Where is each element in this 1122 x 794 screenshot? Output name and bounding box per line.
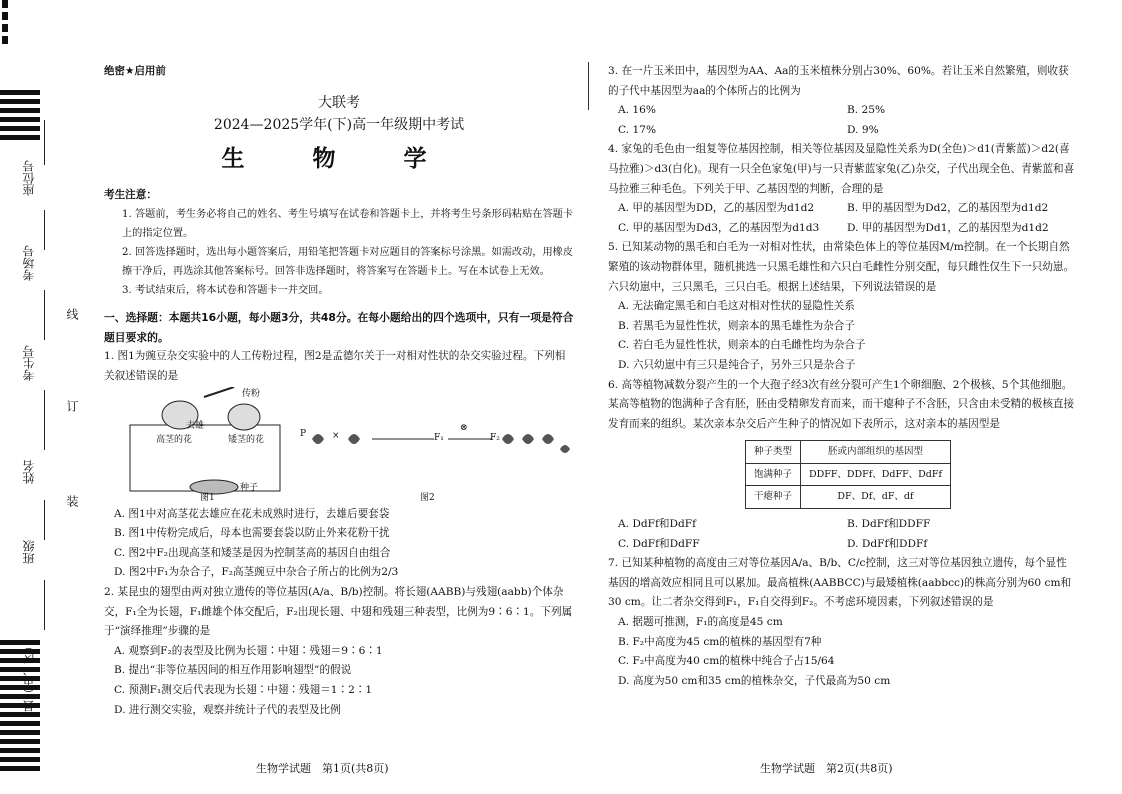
label-short-flower: 矮茎的花: [228, 434, 265, 445]
label-cross: ×: [332, 430, 340, 441]
plant-p1: [312, 434, 324, 444]
q1-option-d[interactable]: D. 图2中F₁为杂合子，F₂高茎豌豆中杂合子所占的比例为2/3: [114, 566, 399, 579]
table-cell: 饱满种子: [746, 463, 801, 486]
county-label: 县（市、区）: [22, 640, 36, 712]
q4-option-b[interactable]: B. 甲的基因型为Dd2，乙的基因型为d1d2: [847, 202, 1049, 215]
table-row: [746, 463, 951, 486]
q5-option-b[interactable]: B. 若黑毛为显性性状，则亲本的黑毛雄性为杂合子: [618, 319, 855, 332]
q1-option-a[interactable]: A. 图1中对高茎花去雄应在花未成熟时进行，去雄后要套袋: [114, 507, 390, 520]
question-2-stem: 2. 某昆虫的翅型由两对独立遗传的等位基因(A/a、B/b)控制。将长翅(AABB)与残翅(aabb)个体杂交，F₁全为长翅，F₁雌雄个体交配后，F₂出现长翅、中翅和残翅三种表型，比例为9∶6∶1。下列属于“演绎推理”步骤的是: [104, 585, 573, 638]
q6-option-a[interactable]: A. DdFf和DdFf: [618, 518, 697, 531]
section-heading: 一、选择题：本题共16小题，每小题3分，共48分。在每小题给出的四个选项中，只有一项是符合题目要求的。: [104, 311, 574, 344]
notice-heading: 考生注意：: [104, 188, 157, 201]
q2-option-d[interactable]: D. 进行测交实验，观察并统计子代的表型及比例: [114, 703, 341, 716]
q4-option-d[interactable]: D. 甲的基因型为Dd1，乙的基因型为d1d2: [847, 221, 1049, 234]
q4-option-a[interactable]: A. 甲的基因型为DD，乙的基因型为d1d2: [618, 202, 815, 215]
q6-options-row2: [608, 535, 1076, 555]
table-cell: 干瘪种子: [746, 486, 801, 509]
page-divider-mark: [588, 62, 589, 110]
q3-options-row1: [608, 101, 1076, 121]
q7-option-c[interactable]: C. F₂中高度为40 cm的植株中纯合子占15/64: [618, 655, 835, 668]
q7-option-b[interactable]: B. F₂中高度为45 cm的植株的基因型有7种: [618, 635, 822, 648]
q6-option-d[interactable]: D. DdFf和DDFf: [847, 537, 928, 550]
q5-option-a[interactable]: A. 无法确定黑毛和白毛这对相对性状的显隐性关系: [618, 300, 855, 313]
fill-line: [44, 390, 45, 450]
notice-item: 1. 答题前，考生务必将自己的姓名、考生号填写在试卷和答题卡上，并将考生号条形码粘贴在答题卡上的指定位置。: [122, 209, 574, 240]
plant-f2-4: [560, 445, 570, 453]
fill-line: [44, 500, 45, 540]
question-7-stem: 7. 已知某种植物的高度由三对等位基因A/a、B/b、C/c控制，这三对等位基因独立遗传，每个显性基因的增高效应相同且可以累加。最高植株(AABBCC)与最矮植株(aabbcc)的株高分别为60 cm和30 cm。让二者杂交得到F₁，F₁自交得到F₂。不考虑环境因素，下列叙述错误的是: [608, 557, 1072, 609]
barcode-bars-upper: [0, 90, 40, 144]
label-fig1: 图1: [200, 492, 215, 503]
exam-room-label: 考场号: [22, 245, 36, 281]
label-castrate: 去雄: [186, 420, 205, 431]
q1-option-b[interactable]: B. 图1中传粉完成后，母本也需要套袋以防止外来花粉干扰: [114, 527, 390, 540]
label-p: P: [300, 428, 307, 439]
fill-line: [44, 580, 45, 630]
label-f2: F₂: [490, 432, 500, 443]
table-header-row: [746, 441, 951, 464]
student-number-label: 考生号: [22, 345, 36, 381]
question-5-stem: 5. 已知某动物的黑毛和白毛为一对相对性状，由常染色体上的等位基因M/m控制。在一个长期自然繁殖的该动物群体里，随机挑选一只黑毛雄性和六只白毛雌性分别交配，每只雌性仅生下一只幼崽。六只幼崽中，三只黑毛，三只白毛。根据上述结果，下列说法错误的是: [608, 241, 1075, 293]
q1-option-c[interactable]: C. 图2中F₂出现高茎和矮茎是因为控制茎高的基因自由组合: [114, 546, 391, 559]
q5-option-c[interactable]: C. 若白毛为显性性状，则亲本的白毛雌性均为杂合子: [618, 339, 866, 352]
left-footer: 生物学试题 第1页(共8页): [256, 762, 389, 775]
question-4-stem: 4. 家兔的毛色由一组复等位基因控制，相关等位基因及显隐性关系为D(全色)＞d1(青紫蓝)＞d2(喜马拉雅)＞d3(白化)。现有一只全色家兔(甲)与一只青紫蓝家兔(乙)杂交，子代出现全色、青紫蓝和喜马拉雅三种毛色。下列关于甲、乙基因型的判断，合理的是: [608, 143, 1075, 195]
question-1-figures: [104, 387, 574, 505]
plant-f2-3: [542, 434, 554, 444]
q7-option-a[interactable]: A. 据题可推测，F₁的高度是45 cm: [618, 616, 783, 629]
secret-mark: 绝密★启用前: [104, 65, 166, 77]
cut-mark-staple: 装: [65, 495, 79, 507]
brush-shape: [204, 387, 234, 397]
q3-option-c[interactable]: C. 17%: [618, 123, 657, 136]
q7-option-d[interactable]: D. 高度为50 cm和35 cm的植株杂交，子代最高为50 cm: [618, 674, 891, 687]
fill-line: [44, 290, 45, 340]
label-f1: F₁: [434, 432, 444, 443]
plant-p2: [348, 434, 360, 444]
label-seed: 种子: [240, 482, 259, 493]
table-header-cell: 胚或内部组织的基因型: [801, 441, 951, 464]
cut-mark-bind: 订: [65, 400, 79, 412]
plant-f2-1: [502, 434, 514, 444]
q6-option-b[interactable]: B. DdFf和DDFF: [847, 518, 931, 531]
q6-option-c[interactable]: C. DdFf和DdFF: [618, 537, 700, 550]
q4-options-row2: [608, 219, 1076, 239]
table-cell: DDFF、DDFf、DdFF、DdFf: [801, 463, 951, 486]
fill-line: [44, 210, 45, 250]
label-pollination: 传粉: [242, 388, 261, 399]
question-6-stem: 6. 高等植物减数分裂产生的一个大孢子经3次有丝分裂可产生1个卵细胞、2个极核、5个其他细胞。某高等植物的饱满种子含有胚，胚由受精卵发育而来，而干瘪种子不含胚，只含由未受精的极核直接发育而来的组织。某次亲本杂交后产生种子的情况如下表所示，这对亲本的基因型是: [608, 378, 1075, 430]
binding-strip: [0, 0, 92, 794]
subject-title: 生 物 学: [221, 145, 457, 172]
exam-org: 大联考: [318, 94, 360, 111]
left-page: [104, 62, 574, 720]
label-tall-flower: 高茎的花: [156, 434, 193, 445]
barcode-bars-top: [0, 0, 40, 48]
name-label: 姓名: [22, 460, 36, 484]
q2-option-a[interactable]: A. 观察到F₂的表型及比例为长翅∶中翅∶残翅＝9∶6∶1: [114, 644, 383, 657]
q4-option-c[interactable]: C. 甲的基因型为Dd3，乙的基因型为d1d3: [618, 221, 820, 234]
notice-item: 3. 考试结束后，将本试卷和答题卡一并交回。: [122, 285, 329, 297]
right-page: [608, 62, 1076, 691]
table-cell: DF、Df、dF、df: [801, 486, 951, 509]
table-header-cell: 种子类型: [746, 441, 801, 464]
q4-options-row1: [608, 199, 1076, 219]
notice-item: 2. 回答选择题时，选出每小题答案后，用铅笔把答题卡对应题目的答案标号涂黑。如需改动，用橡皮擦干净后，再选涂其他答案标号。回答非选择题时，将答案写在答题卡上。写在本试卷上无效。: [122, 247, 574, 278]
q3-options-row2: [608, 121, 1076, 141]
seat-number-label: 座位号: [22, 160, 36, 196]
question-3-stem: 3. 在一片玉米田中，基因型为AA、Aa的玉米植株分别占30%、60%。若让玉米自然繁殖，则收获的子代中基因型为aa的个体所占的比例为: [608, 65, 1069, 97]
short-flower-shape: [228, 404, 260, 430]
q3-option-b[interactable]: B. 25%: [847, 104, 886, 117]
seed-table: [745, 440, 951, 509]
question-1-stem: 1. 图1为豌豆杂交实验中的人工传粉过程，图2是孟德尔关于一对相对性状的杂交实验过程。下列相关叙述错误的是: [104, 350, 566, 382]
q3-option-a[interactable]: A. 16%: [618, 104, 656, 117]
plant-f2-2: [522, 434, 534, 444]
exam-title: 2024—2025学年(下)高一年级期中考试: [213, 116, 465, 133]
q3-option-d[interactable]: D. 9%: [847, 123, 879, 136]
fill-line: [44, 120, 45, 165]
right-footer: 生物学试题 第2页(共8页): [760, 762, 893, 775]
q2-option-c[interactable]: C. 预测F₁测交后代表现为长翅∶中翅∶残翅＝1∶2∶1: [114, 683, 373, 696]
label-self: ⊗: [460, 422, 468, 433]
cut-mark-line: 线: [65, 308, 79, 320]
q6-options-row1: [608, 515, 1076, 535]
table-row: [746, 486, 951, 509]
label-fig2: 图2: [420, 492, 435, 503]
q2-option-b[interactable]: B. 提出“非等位基因间的相互作用影响翅型”的假说: [114, 664, 352, 677]
q5-option-d[interactable]: D. 六只幼崽中有三只是纯合子，另外三只是杂合子: [618, 358, 856, 371]
class-label: 班级: [22, 540, 36, 564]
